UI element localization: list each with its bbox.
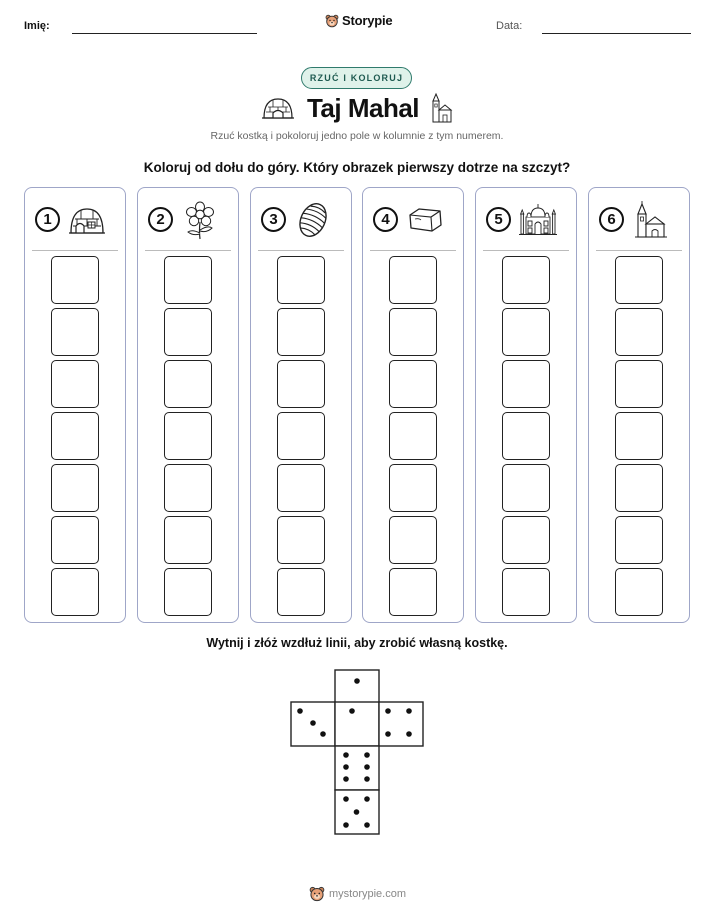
- column-header: [251, 188, 351, 250]
- igloo-icon: [67, 200, 107, 240]
- coloring-cell[interactable]: [615, 256, 663, 304]
- bear-icon: [325, 14, 339, 28]
- column-divider: [145, 250, 231, 251]
- die-face-right: [379, 702, 423, 746]
- coloring-cell[interactable]: [502, 412, 550, 460]
- die-net[interactable]: [290, 669, 426, 837]
- column-divider: [370, 250, 456, 251]
- coloring-cell[interactable]: [277, 256, 325, 304]
- instruction: Koloruj od dołu do góry. Który obrazek pierwszy dotrze na szczyt?: [143, 160, 571, 175]
- coloring-cell[interactable]: [164, 464, 212, 512]
- coloring-cell[interactable]: [277, 308, 325, 356]
- column-header: [476, 188, 576, 250]
- column-header: [25, 188, 125, 250]
- coloring-cell[interactable]: [51, 360, 99, 408]
- coloring-cell[interactable]: [164, 516, 212, 564]
- coloring-cell[interactable]: [615, 568, 663, 616]
- coloring-cell[interactable]: [277, 568, 325, 616]
- coloring-cell[interactable]: [277, 516, 325, 564]
- coloring-cell[interactable]: [502, 308, 550, 356]
- column-header: [589, 188, 689, 250]
- coloring-cell[interactable]: [615, 516, 663, 564]
- footer: [309, 886, 406, 902]
- coloring-cell[interactable]: [389, 360, 437, 408]
- coloring-cell[interactable]: [502, 568, 550, 616]
- coloring-cell[interactable]: [51, 256, 99, 304]
- column-divider: [32, 250, 118, 251]
- coloring-cell[interactable]: [502, 360, 550, 408]
- column-4: [362, 187, 464, 623]
- coloring-cell[interactable]: [51, 516, 99, 564]
- column-6: [588, 187, 690, 623]
- coloring-cell[interactable]: [615, 360, 663, 408]
- coloring-cell[interactable]: [502, 256, 550, 304]
- column-3: [250, 187, 352, 623]
- page-title: Taj Mahal: [306, 92, 420, 123]
- name-line[interactable]: [72, 33, 257, 34]
- striped-egg-icon: [293, 200, 333, 240]
- column-number: 4: [373, 207, 398, 232]
- coloring-cell[interactable]: [502, 464, 550, 512]
- coloring-cell[interactable]: [615, 412, 663, 460]
- coloring-cell[interactable]: [51, 412, 99, 460]
- column-number: 5: [486, 207, 511, 232]
- coloring-cell[interactable]: [389, 308, 437, 356]
- column-divider: [596, 250, 682, 251]
- church-icon: [631, 200, 671, 240]
- coloring-cell[interactable]: [51, 464, 99, 512]
- coloring-cell[interactable]: [389, 256, 437, 304]
- coloring-cell[interactable]: [164, 360, 212, 408]
- coloring-cell[interactable]: [615, 308, 663, 356]
- activity-badge: RZUĆ I KOLORUJ: [301, 67, 412, 89]
- bear-icon: [309, 886, 325, 902]
- coloring-cell[interactable]: [277, 464, 325, 512]
- cut-instruction: Wytnij i złóż wzdłuż linii, aby zrobić własną kostkę.: [206, 636, 508, 650]
- coloring-cell[interactable]: [389, 568, 437, 616]
- column-header: [363, 188, 463, 250]
- column-5: [475, 187, 577, 623]
- coloring-cell[interactable]: [277, 360, 325, 408]
- footer-url[interactable]: mystorypie.com: [329, 888, 407, 900]
- coloring-cell[interactable]: [615, 464, 663, 512]
- coloring-cell[interactable]: [277, 412, 325, 460]
- flower-icon: [180, 200, 220, 240]
- coloring-cell[interactable]: [164, 568, 212, 616]
- die-face-lower: [335, 746, 379, 790]
- column-divider: [258, 250, 344, 251]
- ice-block-icon: [405, 200, 445, 240]
- coloring-cell[interactable]: [389, 412, 437, 460]
- brand-name: Storypie: [342, 13, 393, 28]
- coloring-cell[interactable]: [502, 516, 550, 564]
- coloring-cell[interactable]: [51, 568, 99, 616]
- column-1: [24, 187, 126, 623]
- subtitle: Rzuć kostką i pokoloruj jedno pole w kolumnie z tym numerem.: [210, 130, 504, 142]
- column-header: [138, 188, 238, 250]
- column-number: 6: [599, 207, 624, 232]
- coloring-cell[interactable]: [164, 256, 212, 304]
- coloring-cell[interactable]: [389, 464, 437, 512]
- coloring-cell[interactable]: [389, 516, 437, 564]
- coloring-cell[interactable]: [164, 412, 212, 460]
- coloring-cell[interactable]: [164, 308, 212, 356]
- column-number: 1: [35, 207, 60, 232]
- coloring-cell[interactable]: [51, 308, 99, 356]
- brand-logo: [325, 13, 392, 28]
- date-line[interactable]: [542, 33, 691, 34]
- date-label: Data:: [496, 20, 523, 32]
- name-label: Imię:: [24, 20, 50, 32]
- die-face-center: [335, 702, 379, 746]
- column-divider: [483, 250, 569, 251]
- church-icon: [431, 92, 453, 124]
- column-2: [137, 187, 239, 623]
- igloo-icon: [261, 95, 295, 121]
- column-number: 3: [261, 207, 286, 232]
- taj-mahal-icon: [518, 200, 558, 240]
- column-number: 2: [148, 207, 173, 232]
- title-row: [0, 90, 714, 126]
